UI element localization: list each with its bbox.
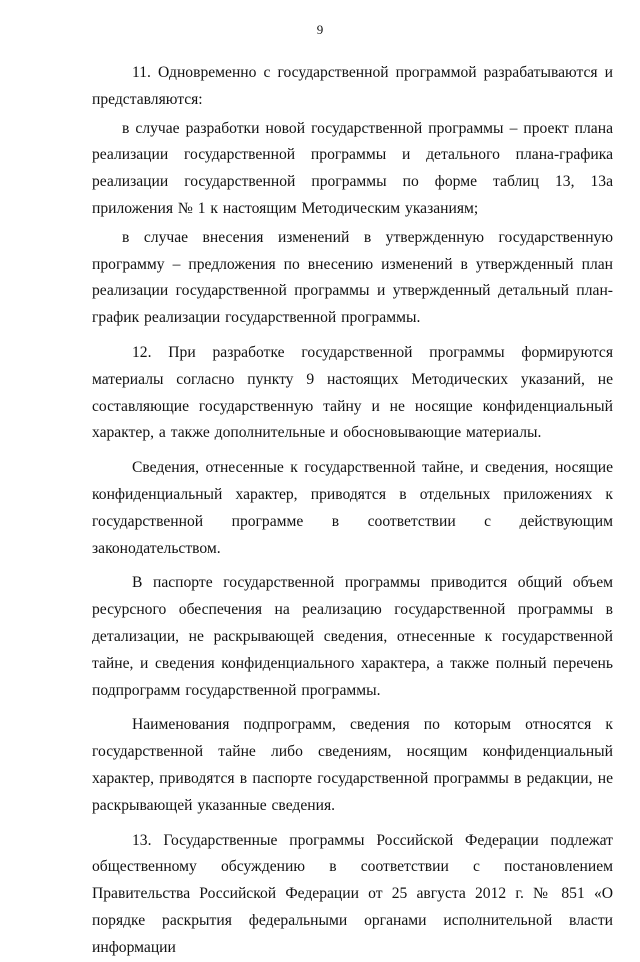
document-body	[92, 60, 613, 962]
paragraph-12-subprogram-names: Наименования подпрограмм, сведения по которым относятся к государственной тайне либо сведениям, носящим конфиденциальный характер, приводятся в паспорте государственной программы в редакции, не раскрывающей указанные сведения.	[92, 716, 613, 814]
paragraph-11-intro: 11. Одновременно с государственной программой разрабатываются и представляются:	[92, 64, 613, 108]
paragraph-12-passport: В паспорте государственной программы приводится общий объем ресурсного обеспечения на реализацию государственной программы в детализации, не раскрывающей сведения, отнесенные к государственной тайне, и сведения конфиденциального характера, а также полный перечень подпрограмм государственной программы.	[92, 574, 613, 699]
paragraph-11-new-program: в случае разработки новой государственной программы – проект плана реализации государственной программы и детального плана-графика реализации государственной программы по форме таблиц 13, 13а приложения № 1 к настоящим Методическим указаниям;	[92, 119, 613, 217]
paragraph-12-state-secret: Сведения, отнесенные к государственной тайне, и сведения, носящие конфиденциальный характер, приводятся в отдельных приложениях к государственной программе в соответствии с действующим законодательством.	[92, 459, 613, 557]
paragraph-12-materials: 12. При разработке государственной программы формируются материалы согласно пункту 9 настоящих Методических указаний, не составляющие государственную тайну и не носящие конфиденциальный характер, а также дополнительные и обосновывающие материалы.	[92, 343, 613, 442]
paragraph-11-program-changes: в случае внесения изменений в утвержденную государственную программу – предложения по внесению изменений в утвержденный план реализации государственной программы и утвержденный детальный план-график реализации государственной программы.	[92, 228, 613, 327]
paragraph-13-public-discussion: 13. Государственные программы Российской Федерации подлежат общественному обсуждению в соответствии с постановлением Правительства Российской Федерации от 25 августа 2012 г. № 851 «О порядке раскрытия федеральными органами исполнительной власти информации	[92, 831, 613, 956]
page-number: 9	[316, 22, 324, 37]
